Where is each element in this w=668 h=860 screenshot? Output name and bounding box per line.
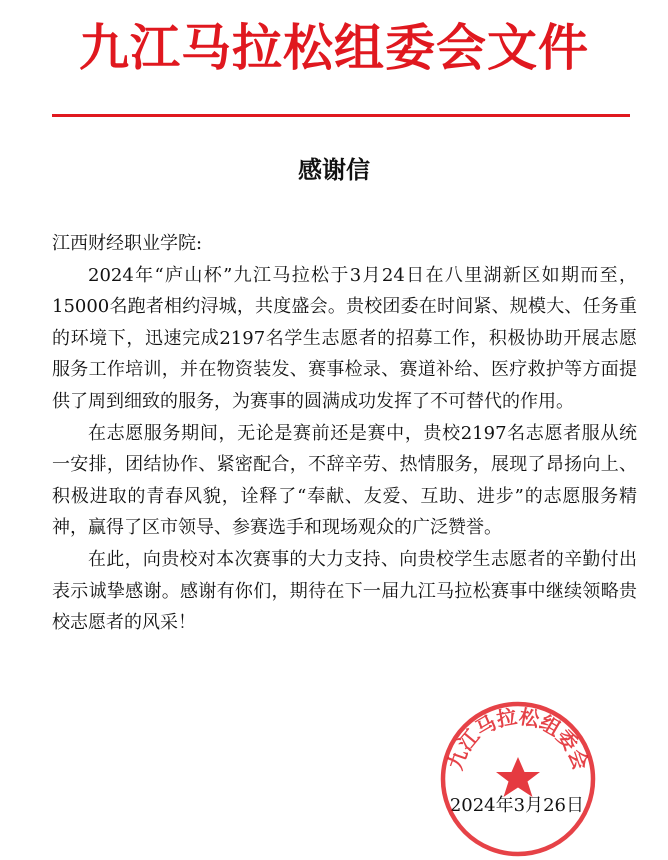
header-title: 九江马拉松组委会文件: [79, 18, 589, 77]
paragraph-2: 在志愿服务期间，无论是赛前还是赛中，贵校2197名志愿者服从统一安排，团结协作、紧密配合，不辞辛劳、热情服务，展现了昂扬向上、积极进取的青春风貌，诠释了“奉献、友爱、互助、进步”的志愿服务精神，赢得了区市领导、参赛选手和现场观众的广泛赞誉。: [52, 422, 637, 539]
letter-body: [52, 228, 637, 639]
star-icon: [496, 757, 540, 797]
paragraph-3: 在此，向贵校对本次赛事的大力支持、向贵校学生志愿者的辛勤付出表示诚挚感谢。感谢有你们，期待在下一届九江马拉松赛事中继续领略贵校志愿者的风采！: [52, 548, 637, 634]
paragraph-1: 2024年“庐山杯”九江马拉松于3月24日在八里湖新区如期而至，15000名跑者相约浔城，共度盛会。贵校团委在时间紧、规模大、任务重的环境下，迅速完成2197名学生志愿者的招募工作，积极协助开展志愿服务工作培训，并在物资装发、赛事检录、赛道补给、医疗救护等方面提供了周到细致的服务，为赛事的圆满成功发挥了不可替代的作用。: [52, 264, 637, 412]
header-divider: [52, 114, 630, 117]
document-date: 2024年3月26日: [449, 795, 584, 816]
salutation: 江西财经职业学院:: [52, 233, 203, 254]
document-title: 感谢信: [298, 155, 370, 184]
seal-text: 九江马拉松组委会: [443, 704, 593, 773]
official-seal: [437, 698, 599, 860]
